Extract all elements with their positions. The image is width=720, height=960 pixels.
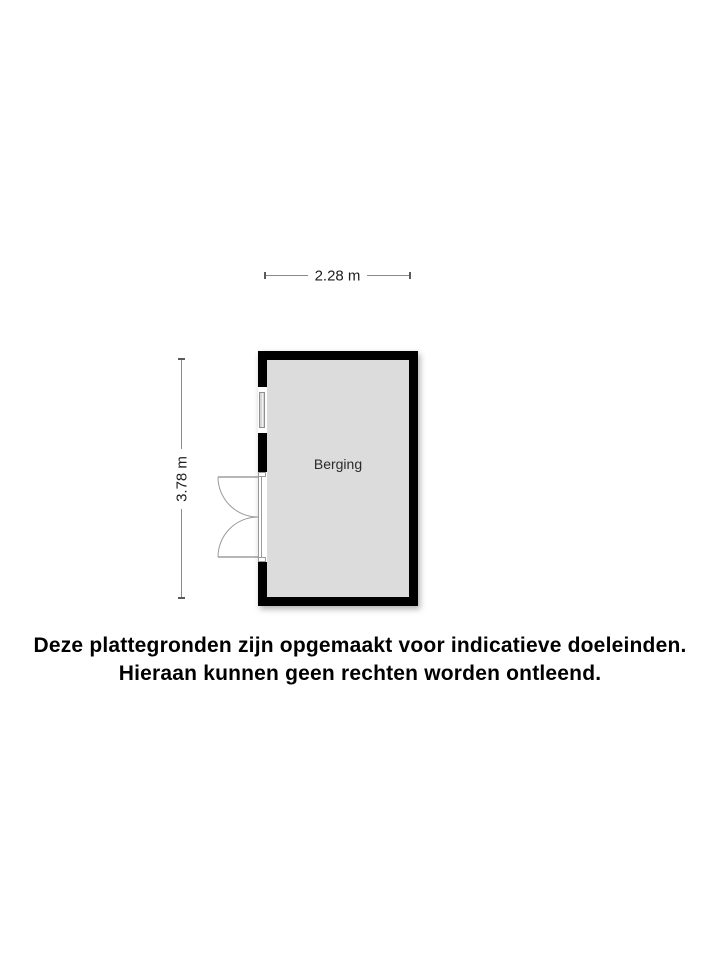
double-door-swing-icon (214, 473, 260, 561)
window-glass-icon (259, 392, 265, 428)
dimension-width-line (265, 267, 410, 284)
disclaimer-line-1: Deze plattegronden zijn opgemaakt voor indicatieve doeleinden. (33, 634, 687, 657)
dimension-width-tick-left (264, 272, 266, 279)
room-floor (267, 360, 409, 597)
disclaimer-line-2: Hieraan kunnen geen rechten worden ontleend. (118, 662, 602, 685)
door-arc-bottom (218, 517, 258, 557)
door-arc-top (218, 477, 258, 517)
dimension-height-line (173, 359, 190, 598)
window (258, 387, 267, 433)
dimension-width-tick-right (409, 272, 411, 279)
door-track-line-inner (261, 477, 262, 557)
dimension-width-label: 2.28 m (308, 267, 368, 284)
disclaimer (0, 632, 720, 688)
window-mullion (262, 393, 263, 427)
dimension-height-tick-top (178, 358, 185, 360)
room-label: Berging (313, 456, 363, 472)
room-berging (258, 351, 418, 606)
dimension-height-tick-bottom (178, 597, 185, 599)
dimension-height-label: 3.78 m (173, 449, 190, 509)
